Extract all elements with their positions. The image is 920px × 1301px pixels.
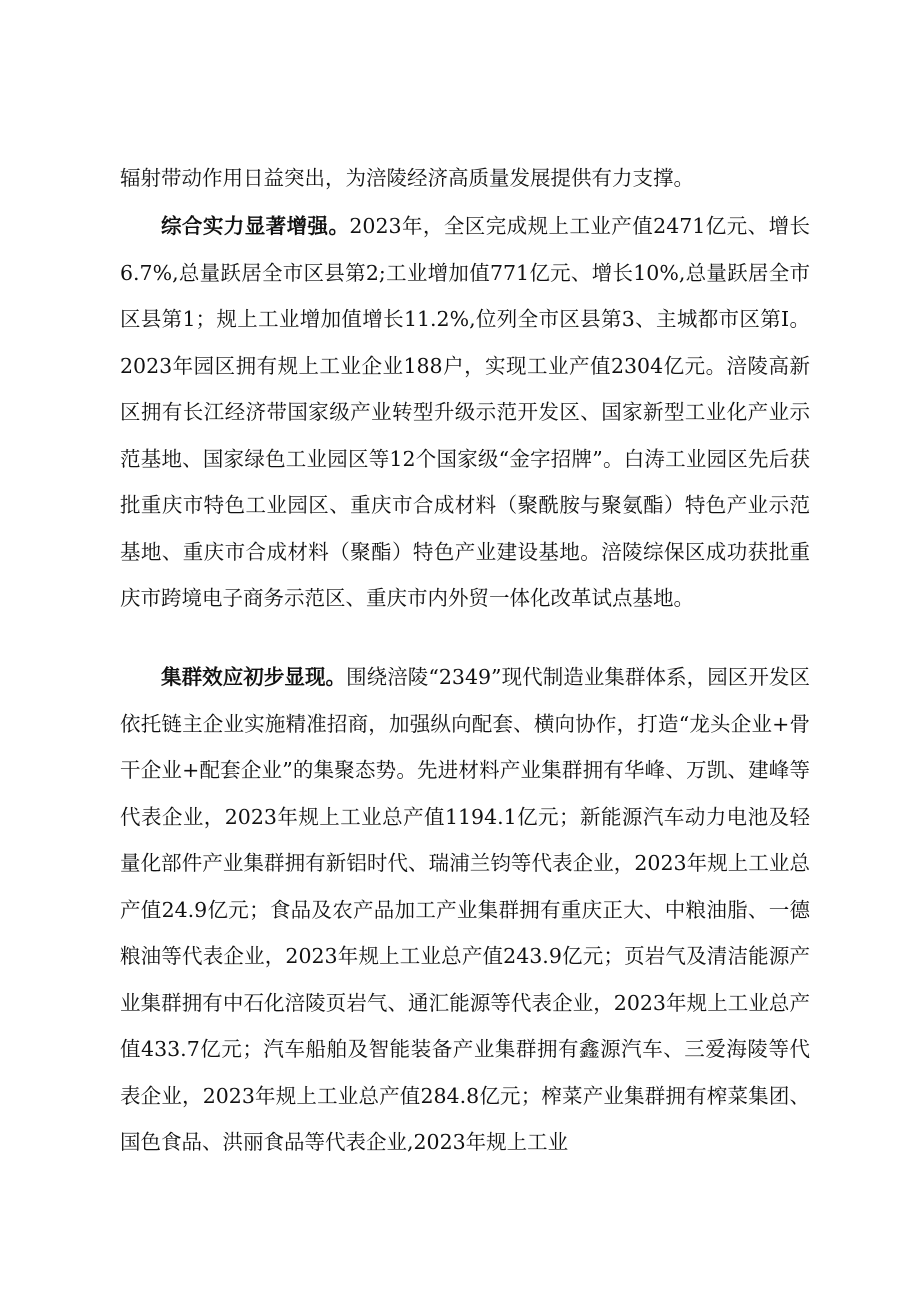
paragraph-overall-strength <box>120 203 810 622</box>
paragraph-continuation <box>120 155 810 202</box>
paragraph-cluster-effect <box>120 654 810 1166</box>
paragraph-text: 辐射带动作用日益突出，为涪陵经济高质量发展提供有力支撑。 <box>120 166 694 190</box>
paragraph-text: 2023年，全区完成规上工业产值2471亿元、增长6.7%,总量跃居全市区县第2;工业增加值771亿元、增长10%,总量跃居全市区县第1；规上工业增加值增长11.2%,位列全市区县第3、主城都市区第I。2023年园区拥有规上工业企业188户，实现工业产值2304亿元。涪陵高新区拥有长江经济带国家级产业转型升级示范开发区、国家新型工业化产业示范基地、国家绿色工业园区等12个国家级“金字招牌”。白涛工业园区先后获批重庆市特色工业园区、重庆市合成材料（聚酰胺与聚氨酯）特色产业示范基地、重庆市合成材料（聚酯）特色产业建设基地。涪陵综保区成功获批重庆市跨境电子商务示范区、重庆市内外贸一体化改革试点基地。 <box>120 214 811 610</box>
paragraph-text: 围绕涪陵“2349”现代制造业集群体系，园区开发区依托链主企业实施精准招商，加强纵向配套、横向协作，打造“龙头企业+骨干企业+配套企业”的集聚态势。先进材料产业集群拥有华峰、万凯、建峰等代表企业，2023年规上工业总产值1194.1亿元；新能源汽车动力电池及轻量化部件产业集群拥有新铝时代、瑞浦兰钧等代表企业，2023年规上工业总产值24.9亿元；食品及农产品加工产业集群拥有重庆正大、中粮油脂、一德粮油等代表企业，2023年规上工业总产值243.9亿元；页岩气及清洁能源产业集群拥有中石化涪陵页岩气、通汇能源等代表企业，2023年规上工业总产值433.7亿元；汽车船舶及智能装备产业集群拥有鑫源汽车、三爱海陵等代表企业，2023年规上工业总产值284.8亿元；榨菜产业集群拥有榨菜集团、国色食品、洪丽食品等代表企业,2023年规上工业 <box>120 665 811 1154</box>
paragraph-heading: 集群效应初步显现。 <box>161 665 347 689</box>
paragraph-heading: 综合实力显著增强。 <box>161 214 350 238</box>
